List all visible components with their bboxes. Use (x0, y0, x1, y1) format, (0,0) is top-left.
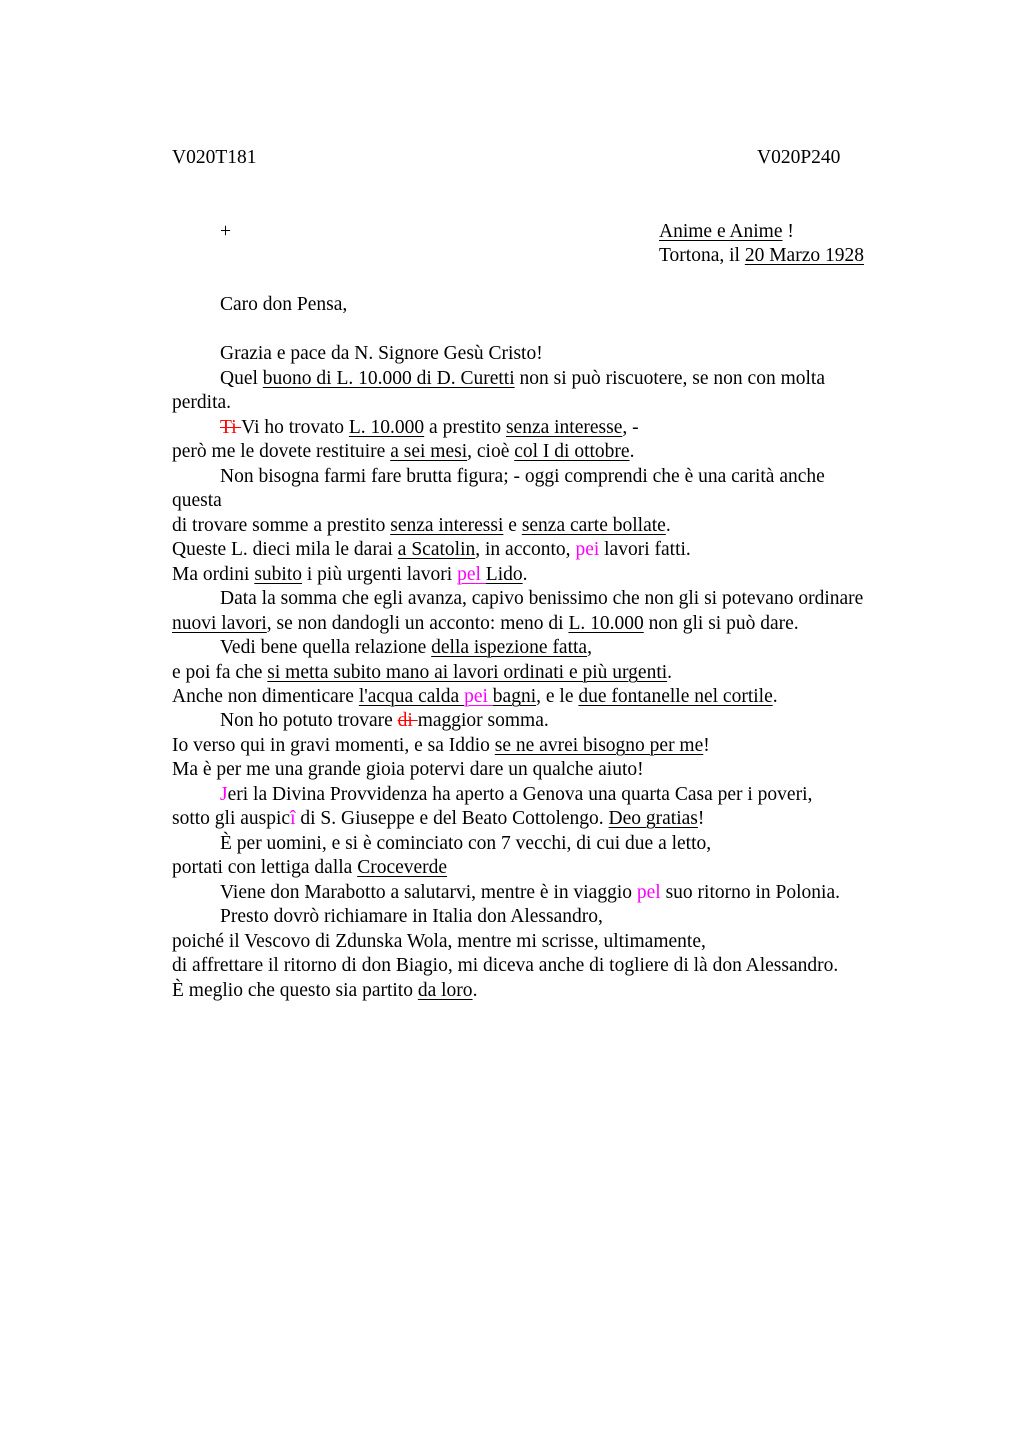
letter-line: Queste L. dieci mila le darai a Scatolin, in acconto, pei lavori fatti. (172, 539, 691, 560)
letter-line: Data la somma che egli avanza, capivo benissimo che non gli si potevano ordinare (220, 588, 864, 609)
motto: Anime e Anime (659, 221, 783, 242)
letter-line: Anche non dimenticare l'acqua calda pei bagni, e le due fontanelle nel cortile. (172, 686, 778, 707)
letter-line: Viene don Marabotto a salutarvi, mentre è in viaggio pel suo ritorno in Polonia. (220, 882, 840, 903)
letter-line: È per uomini, e si è cominciato con 7 vecchi, di cui due a letto, (220, 833, 712, 854)
highlighted-word: pel (457, 564, 486, 585)
place-date-line (659, 244, 864, 269)
salutation: Caro don Pensa, (220, 294, 348, 315)
letter-line: Presto dovrò richiamare in Italia don Alessandro, (220, 906, 603, 927)
letter-line: Quel buono di L. 10.000 di D. Curetti non si può riscuotere, se non con molta (220, 368, 825, 389)
letter-line: di trovare somme a prestito senza interessi e senza carte bollate. (172, 515, 671, 536)
letter-line: Io verso qui in gravi momenti, e sa Iddio se ne avrei bisogno per me! (172, 735, 710, 756)
archive-code-right: V020P240 (757, 147, 841, 168)
letter-line: Vedi bene quella relazione della ispezione fatta, (220, 637, 592, 658)
deleted-text: di (397, 710, 418, 731)
highlighted-word: pei (464, 686, 493, 707)
letter-line: perdita. (172, 392, 232, 413)
letter-line: Non ho potuto trovare di maggior somma. (220, 710, 549, 731)
letter-line: Ti Vi ho trovato L. 10.000 a prestito senza interesse, - (220, 417, 639, 438)
letter-line: Ma ordini subito i più urgenti lavori pel Lido. (172, 564, 528, 585)
letter-line: Ma è per me una grande gioia potervi dare un qualche aiuto! (172, 759, 644, 780)
highlighted-word: pel (636, 882, 661, 903)
letter-line: È meglio che questo sia partito da loro. (172, 980, 478, 1001)
cross-mark: + (220, 221, 231, 242)
letter-date: 20 Marzo 1928 (744, 245, 864, 266)
letter-line: portati con lettiga dalla Croceverde (172, 857, 448, 878)
letter-line: sotto gli auspicî di S. Giuseppe e del Beato Cottolengo. Deo gratias! (172, 808, 705, 829)
highlighted-letter: î (290, 808, 296, 829)
letter-line: e poi fa che si metta subito mano ai lavori ordinati e più urgenti. (172, 662, 673, 683)
highlighted-letter: J (220, 784, 228, 805)
letter-line: questa (172, 490, 222, 511)
letter-line: Non bisogna farmi fare brutta figura; - oggi comprendi che è una carità anche (220, 466, 825, 487)
motto-line: Anime e Anime ! (659, 221, 794, 242)
letter-line: però me le dovete restituire a sei mesi, cioè col I di ottobre. (172, 441, 635, 462)
letter-line: Jeri la Divina Provvidenza ha aperto a Genova una quarta Casa per i poveri, (220, 784, 813, 805)
letter-line: poiché il Vescovo di Zdunska Wola, mentre mi scrisse, ultimamente, (172, 931, 706, 952)
highlighted-word: pei (575, 539, 600, 560)
place: Tortona, il (659, 245, 745, 266)
letter-line: di affrettare il ritorno di don Biagio, mi diceva anche di togliere di là don Alessandro. (172, 955, 839, 976)
deleted-text: Ti (220, 417, 242, 438)
letter-line: Grazia e pace da N. Signore Gesù Cristo! (220, 343, 543, 364)
archive-code-left: V020T181 (172, 147, 257, 168)
letter-line: nuovi lavori, se non dandogli un acconto: meno di L. 10.000 non gli si può dare. (172, 613, 799, 634)
